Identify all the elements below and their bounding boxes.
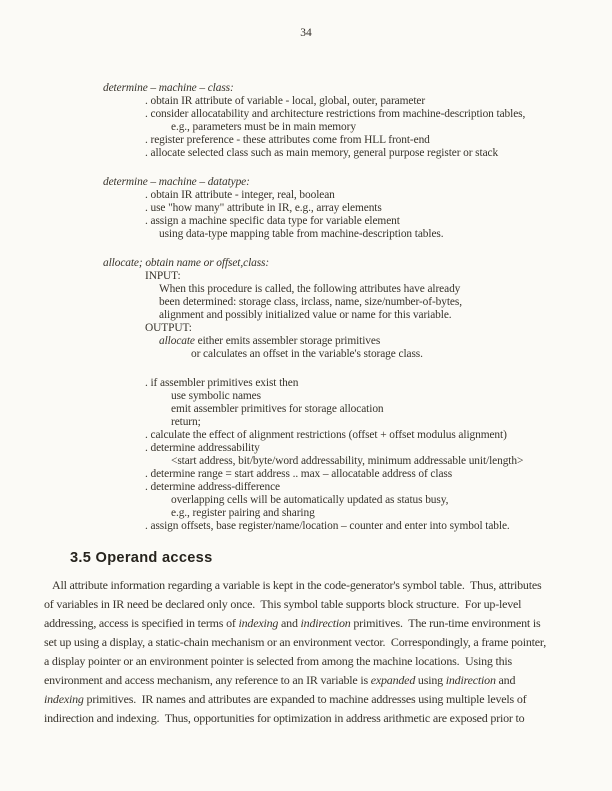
paragraph-line — [44, 595, 546, 614]
text: and — [495, 673, 516, 687]
text: . obtain IR attribute of variable - local, global, outer, parameter — [145, 95, 426, 107]
text: alignment and possibly initialized value or name for this variable. — [159, 309, 452, 321]
pseudocode-line — [103, 429, 525, 442]
pseudocode-line — [103, 390, 525, 403]
paragraph-line — [44, 614, 546, 633]
pseudocode-line — [103, 520, 525, 533]
pseudocode-line — [103, 228, 525, 241]
text: INPUT: — [145, 270, 181, 282]
text: e.g., parameters must be in main memory — [171, 121, 356, 133]
pseudocode-line — [103, 270, 525, 283]
pseudocode-block-4 — [103, 377, 525, 533]
paragraph-line — [44, 690, 546, 709]
text: . determine address-difference — [145, 481, 280, 493]
pseudocode-line — [103, 189, 525, 202]
italic-text: expanded — [370, 673, 416, 687]
text: . register preference - these attributes come from HLL front-end — [145, 134, 430, 146]
pseudocode-line — [103, 176, 525, 189]
pseudocode-line — [103, 507, 525, 520]
pseudocode-line — [103, 202, 525, 215]
paragraph-line — [44, 652, 546, 671]
operand-access-section — [44, 550, 546, 728]
text: primitives. The run-time environment is — [350, 616, 541, 630]
pseudocode-line — [103, 134, 525, 147]
text: indirection and indexing. Thus, opportunities for optimization in address arithmetic are exposed prior to — [44, 711, 525, 725]
italic-text: indexing — [44, 692, 84, 706]
pseudocode-line — [103, 95, 525, 108]
text: . assign a machine specific data type for variable element — [145, 215, 400, 227]
text: . if assembler primitives exist then — [145, 377, 299, 389]
pseudocode-line — [103, 348, 525, 361]
section-heading: 3.5 Operand access — [70, 550, 213, 566]
pseudocode-line — [103, 121, 525, 134]
pseudocode-line — [103, 494, 525, 507]
text: . consider allocatability and architecture restrictions from machine-description tables, — [145, 108, 526, 120]
text: use symbolic names — [171, 390, 261, 402]
pseudocode-section — [103, 82, 525, 549]
italic-text: determine – machine – class: — [103, 82, 234, 94]
pseudocode-line — [103, 416, 525, 429]
text: overlapping cells will be automatically updated as status busy, — [171, 494, 449, 506]
pseudocode-line — [103, 481, 525, 494]
text: primitives. IR names and attributes are expanded to machine addresses using multiple levels of — [83, 692, 527, 706]
text: emit assembler primitives for storage allocation — [171, 403, 384, 415]
pseudocode-line — [103, 335, 525, 348]
pseudocode-line — [103, 215, 525, 228]
pseudocode-block-1 — [103, 82, 525, 160]
italic-text: indexing — [238, 616, 279, 630]
text: . determine addressability — [145, 442, 260, 454]
text: . use "how many" attribute in IR, e.g., array elements — [145, 202, 382, 214]
paragraph-line — [44, 633, 546, 652]
text: a display pointer or an environment pointer is selected from among the machine locations. Using this — [44, 654, 513, 668]
text: <start address, bit/byte/word addressability, minimum addressable unit/length> — [171, 455, 524, 467]
pseudocode-line — [103, 455, 525, 468]
text: or calculates an offset in the variable's storage class. — [191, 348, 423, 360]
text: . obtain IR attribute - integer, real, boolean — [145, 189, 335, 201]
pseudocode-line — [103, 257, 525, 270]
pseudocode-line — [103, 108, 525, 121]
pseudocode-line — [103, 468, 525, 481]
italic-text: indirection — [300, 616, 351, 630]
pseudocode-line — [103, 147, 525, 160]
pseudocode-line — [103, 309, 525, 322]
pseudocode-line — [103, 296, 525, 309]
text: and — [278, 616, 301, 630]
text: OUTPUT: — [145, 322, 192, 334]
text: set up using a display, a static-chain mechanism or an environment vector. Correspondingly, a frame pointer, — [44, 635, 547, 649]
text: When this procedure is called, the following attributes have already — [159, 283, 461, 295]
italic-text: indirection — [445, 673, 496, 687]
pseudocode-line — [103, 322, 525, 335]
text: of variables in IR need be declared only once. This symbol table supports block structure. For up-level — [44, 597, 522, 611]
text: . assign offsets, base register/name/location – counter and enter into symbol table. — [145, 520, 510, 532]
text: . calculate the effect of alignment restrictions (offset + offset modulus alignment) — [145, 429, 507, 441]
pseudocode-line — [103, 377, 525, 390]
text: environment and access mechanism, any reference to an IR variable is — [44, 673, 371, 687]
paragraph-line — [44, 671, 546, 690]
italic-text: determine – machine – datatype: — [103, 176, 250, 188]
text: e.g., register pairing and sharing — [171, 507, 315, 519]
paragraph-line — [44, 576, 546, 595]
page-number: 34 — [300, 27, 312, 39]
text: using data-type mapping table from machine-description tables. — [159, 228, 444, 240]
text: addressing, access is specified in terms of — [44, 616, 239, 630]
text: either emits assembler storage primitives — [194, 335, 381, 347]
pseudocode-block-3 — [103, 257, 525, 361]
pseudocode-line — [103, 82, 525, 95]
text: using — [415, 673, 446, 687]
text: . determine range = start address .. max – allocatable address of class — [145, 468, 453, 480]
pseudocode-line — [103, 283, 525, 296]
text: . allocate selected class such as main memory, general purpose register or stack — [145, 147, 499, 159]
pseudocode-line — [103, 442, 525, 455]
pseudocode-line — [103, 403, 525, 416]
text: return; — [171, 416, 201, 428]
paragraph-line — [44, 709, 546, 728]
pseudocode-block-2 — [103, 176, 525, 241]
italic-text: allocate — [159, 335, 195, 347]
body-paragraph — [44, 576, 546, 728]
text: All attribute information regarding a variable is kept in the code-generator's symbol table. Thus, attributes — [52, 578, 542, 592]
italic-text: allocate; obtain name or offset,class: — [103, 257, 270, 269]
text: been determined: storage class, irclass, name, size/number-of-bytes, — [159, 296, 462, 308]
